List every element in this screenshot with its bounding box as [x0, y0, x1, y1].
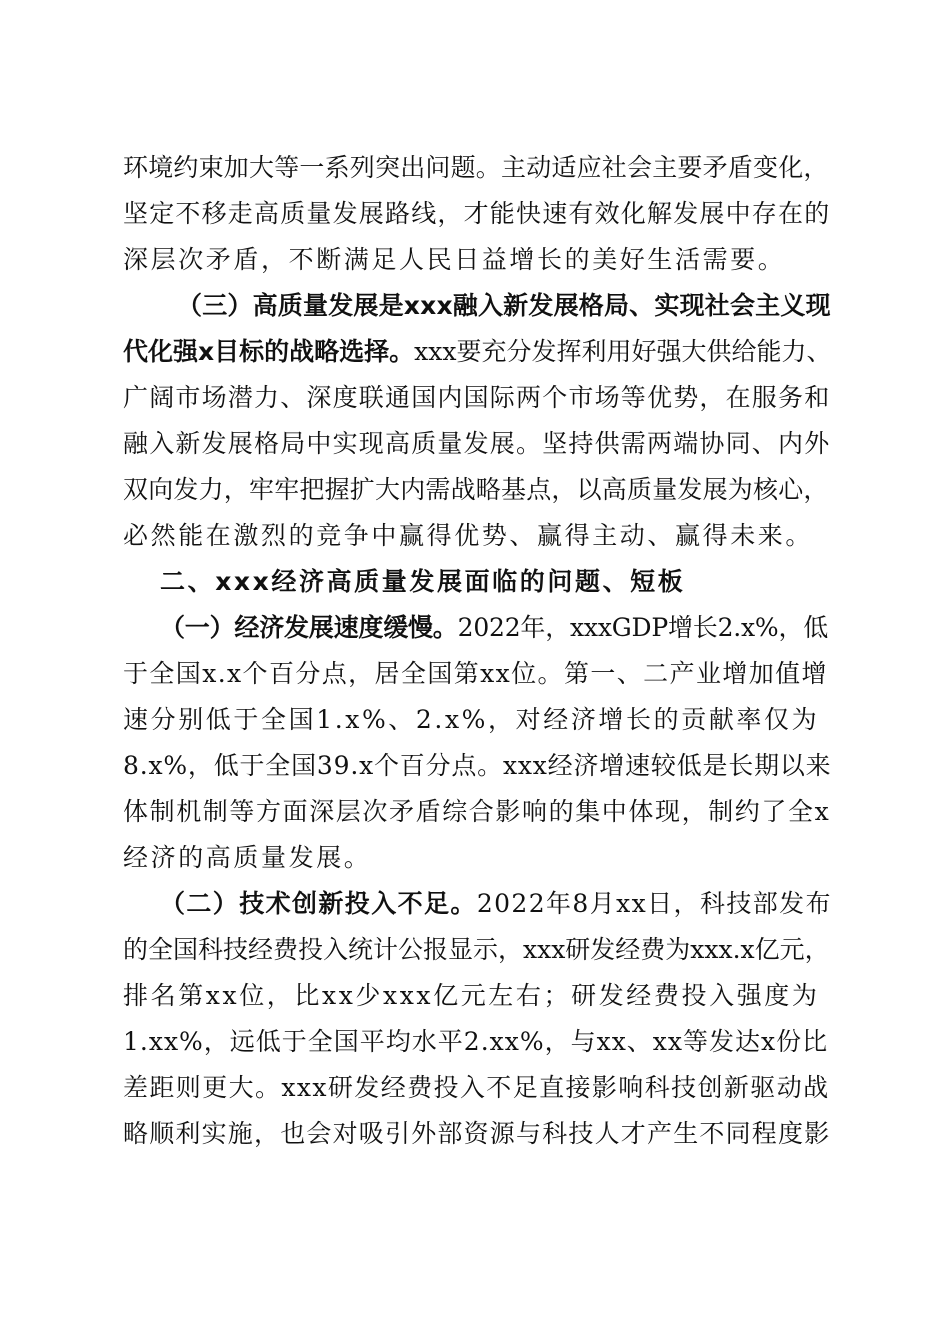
- subheading-1-body-start: 2022年，xxxGDP增长2.x%，低: [457, 613, 829, 642]
- subheading-1-title: （一）经济发展速度缓慢。: [160, 613, 458, 642]
- subheading-1-line: [160, 608, 828, 644]
- subheading-2-body-start: 2022年8月xx日，科技部发布: [476, 889, 832, 918]
- body-text-line-13: 于全国x.x个百分点，居全国第xx位。第一、二产业增加值增: [123, 659, 828, 688]
- body-text-line-16: 体制机制等方面深层次矛盾综合影响的集中体现，制约了全x: [123, 797, 831, 826]
- body-text-line-17: 经济的高质量发展。: [123, 843, 372, 872]
- body-text-line-2: 坚定不移走高质量发展路线，才能快速有效化解发展中存在的: [123, 199, 831, 228]
- body-text-line-22: 1.xx%，远低于全国平均水平2.xx%，与xx、xx等发达x份比: [123, 1027, 829, 1056]
- body-text-line-7: 融入新发展格局中实现高质量发展。坚持供需两端协同、内外: [123, 429, 831, 458]
- body-text-line-14: 速分别低于全国1.x%、2.x%，对经济增长的贡献率仅为: [123, 705, 820, 734]
- body-text-line-20: 的全国科技经费投入统计公报显示，xxx研发经费为xxx.x亿元，: [123, 935, 830, 964]
- subheading-3-title-end: 代化强x目标的战略选择。: [123, 337, 415, 366]
- section-heading-2: 二、xxx经济高质量发展面临的问题、短板: [160, 567, 686, 596]
- subheading-2-line: [160, 884, 832, 920]
- body-text-line-3: 深层次矛盾，不断满足人民日益增长的美好生活需要。: [123, 245, 786, 274]
- body-text-line-6: 广阔市场潜力、深度联通国内国际两个市场等优势，在服务和: [123, 383, 831, 412]
- body-text-line-9: 必然能在激烈的竞争中赢得优势、赢得主动、赢得未来。: [123, 521, 814, 550]
- body-text-line-1: 环境约束加大等一系列突出问题。主动适应社会主要矛盾变化，: [123, 153, 829, 182]
- body-text-line-23: 差距则更大。xxx研发经费投入不足直接影响科技创新驱动战: [123, 1073, 830, 1102]
- subheading-2-title: （二）技术创新投入不足。: [160, 889, 477, 918]
- subheading-3-line-2: [123, 332, 831, 368]
- body-text-line-15: 8.x%，低于全国39.x个百分点。xxx经济增速较低是长期以来: [123, 751, 832, 780]
- body-text-line-21: 排名第xx位，比xx少xxx亿元左右；研发经费投入强度为: [123, 981, 820, 1010]
- subheading-3-line-1: （三）高质量发展是xxx融入新发展格局、实现社会主义现: [177, 291, 831, 320]
- subheading-3-body-start: xxx要充分发挥利用好强大供给能力、: [414, 337, 832, 366]
- body-text-line-24: 略顺利实施，也会对吸引外部资源与科技人才产生不同程度影: [123, 1119, 831, 1148]
- body-text-line-8: 双向发力，牢牢把握扩大内需战略基点，以高质量发展为核心，: [123, 475, 829, 504]
